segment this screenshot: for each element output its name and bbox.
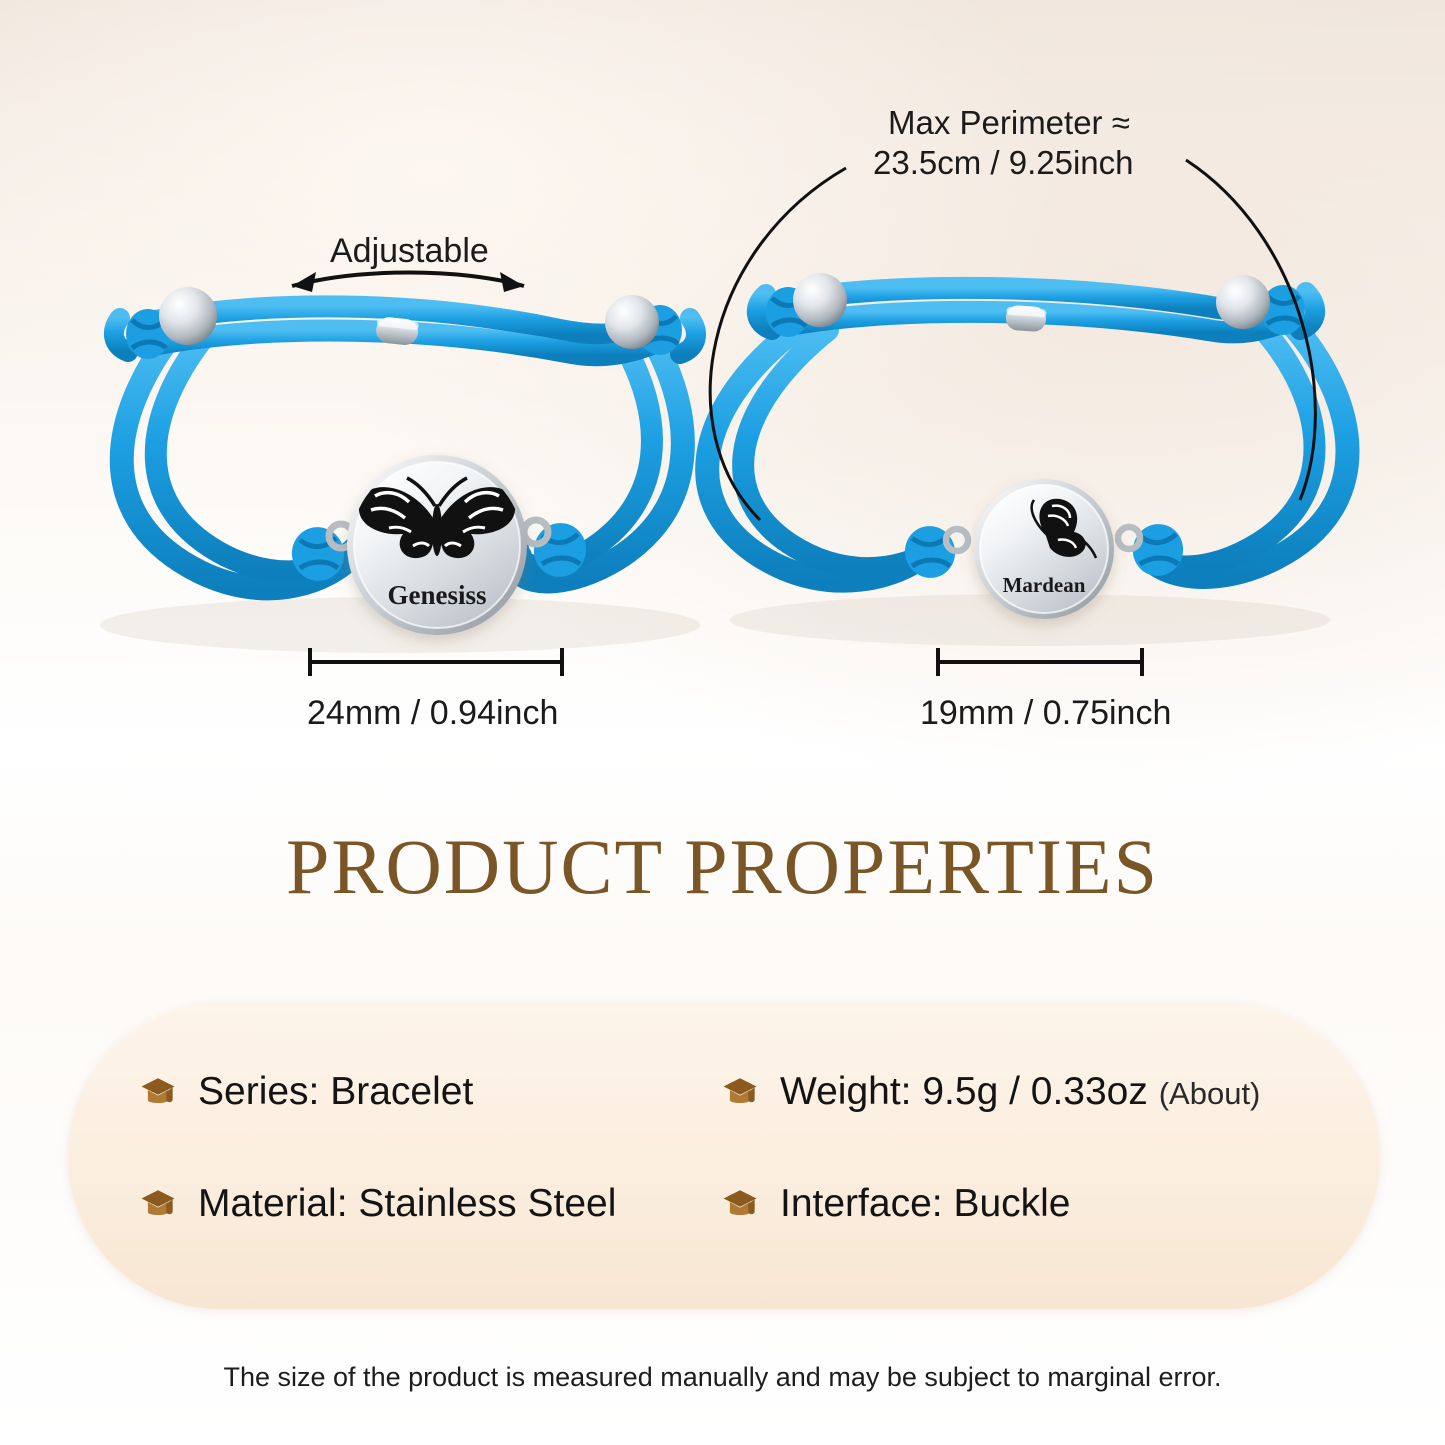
bead-right-bracelet-right [1216,275,1270,329]
max-perimeter-label-line2: 23.5cm / 9.25inch [873,144,1134,181]
property-weight [718,1070,1260,1114]
max-perimeter-label-line1: Max Perimeter ≈ [888,104,1130,141]
property-weight-label: Weight: 9.5g / 0.33oz (About) [780,1070,1261,1113]
property-interface [718,1182,1071,1226]
graduation-cap-bullet-icon [718,1182,762,1226]
graduation-cap-bullet-icon [136,1182,180,1226]
engraved-disc-right [974,479,1114,619]
engraved-name-right: Mardean [1002,573,1086,597]
measurement-disclaimer: The size of the product is measured manually and may be subject to marginal error. [223,1362,1222,1392]
disc-size-label-right: 19mm / 0.75inch [920,694,1172,732]
property-interface-label: Interface: Buckle [780,1182,1071,1225]
graduation-cap-bullet-icon [718,1070,762,1114]
dimension-line-right [938,648,1142,676]
property-series [136,1070,473,1114]
bead-right [605,295,659,349]
adjustable-label: Adjustable [330,232,489,270]
adjustable-arrow [292,272,524,292]
graduation-cap-bullet-icon [136,1070,180,1114]
product-properties-card [68,1004,1380,1309]
bracelet-right [707,273,1347,619]
bead-left [159,287,217,345]
slider-tube-right [1005,305,1047,333]
property-material [136,1182,616,1226]
bracelet-left [114,287,696,635]
property-series-label: Series: Bracelet [198,1070,474,1113]
bead-right-bracelet-left [793,273,847,327]
page-title: PRODUCT PROPERTIES [286,823,1159,910]
disc-size-label-left: 24mm / 0.94inch [307,694,559,732]
engraved-name-left: Genesiss [387,580,487,610]
property-material-label: Material: Stainless Steel [198,1182,617,1225]
